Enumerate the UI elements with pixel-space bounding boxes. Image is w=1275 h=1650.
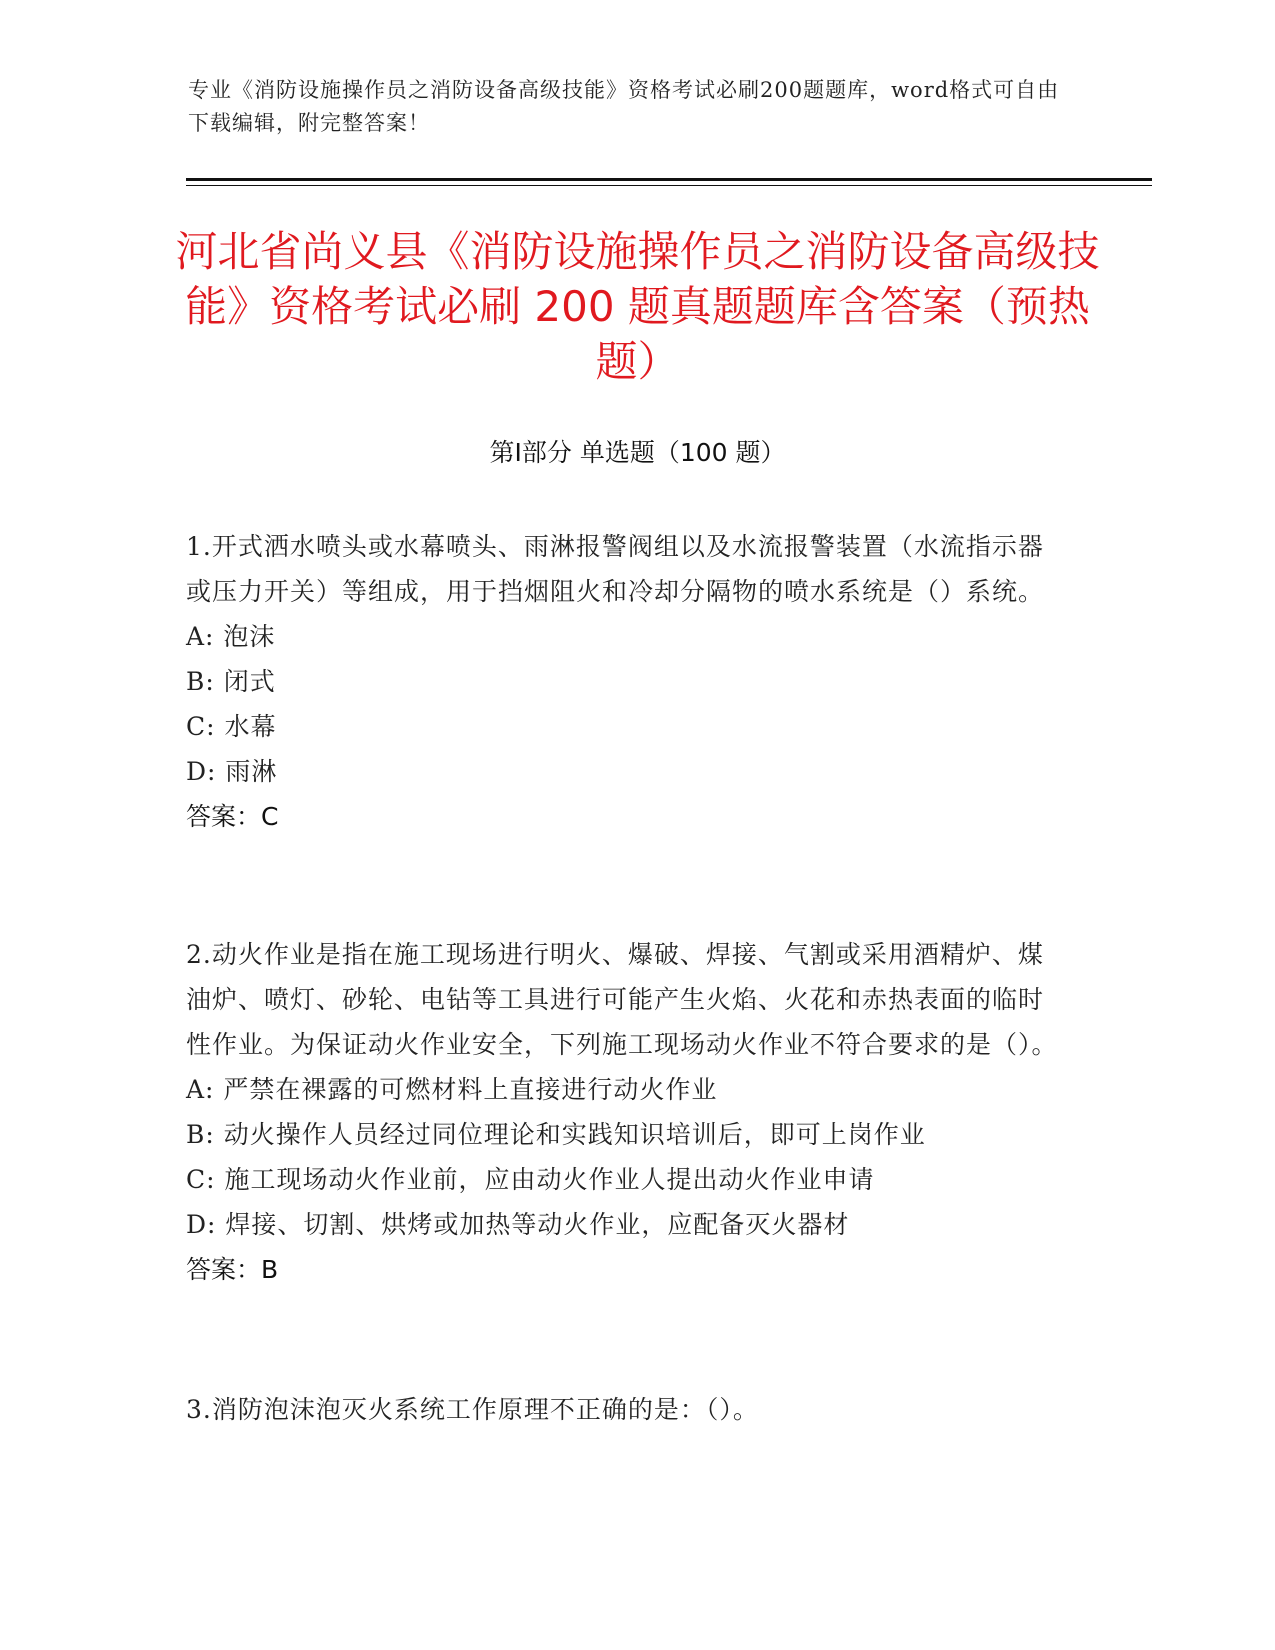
option-c: C: 水幕 — [186, 712, 277, 741]
question-stem: 3.消防泡沫泡灭火系统工作原理不正确的是：（）。 — [186, 1395, 759, 1424]
question-stem: 2.动火作业是指在施工现场进行明火、爆破、焊接、气割或采用酒精炉、煤油炉、喷灯、砂轮、电钻等工具进行可能产生火焰、火花和赤热表面的临时性作业。为保证动火作业安全，下列施工现场动火作业不符合要求的是（）。 — [186, 940, 1058, 1059]
question-3 — [186, 1387, 1066, 1432]
answer-line: 答案：C — [186, 802, 279, 831]
question-2 — [186, 932, 1066, 1292]
header-note: 专业《消防设施操作员之消防设备高级技能》资格考试必刷200题题库，word格式可自由下载编辑，附完整答案！ — [188, 78, 1060, 135]
answer-line: 答案：B — [186, 1255, 279, 1284]
question-1 — [186, 524, 1066, 839]
option-b: B: 闭式 — [186, 667, 276, 696]
option-d: D: 雨淋 — [186, 757, 278, 786]
header-rule-thin — [186, 185, 1152, 186]
option-a: A: 严禁在裸露的可燃材料上直接进行动火作业 — [186, 1075, 718, 1104]
question-stem: 1.开式洒水喷头或水幕喷头、雨淋报警阀组以及水流报警装置（水流指示器或压力开关）等组成，用于挡烟阻火和冷却分隔物的喷水系统是（）系统。 — [186, 532, 1045, 606]
option-d: D: 焊接、切割、烘烤或加热等动火作业，应配备灭火器材 — [186, 1210, 850, 1239]
section-heading: 第Ⅰ部分 单选题（100 题） — [489, 438, 786, 467]
header-rule-thick — [186, 178, 1152, 181]
option-c: C: 施工现场动火作业前，应由动火作业人提出动火作业申请 — [186, 1165, 875, 1194]
document-title: 河北省尚义县《消防设施操作员之消防设备高级技能》资格考试必刷 200 题真题题库含答案（预热题） — [175, 227, 1100, 386]
option-a: A: 泡沫 — [186, 622, 276, 651]
option-b: B: 动火操作人员经过同位理论和实践知识培训后，即可上岗作业 — [186, 1120, 926, 1149]
